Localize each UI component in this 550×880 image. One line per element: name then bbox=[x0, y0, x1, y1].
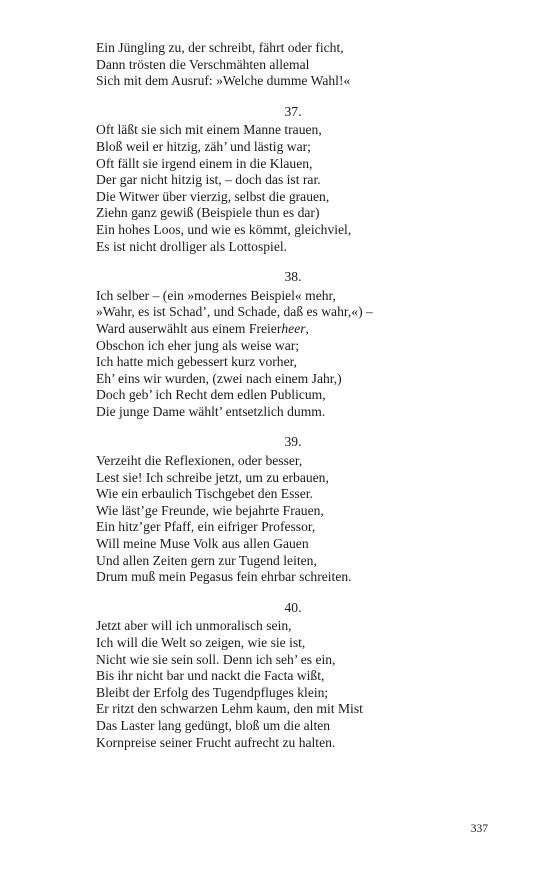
stanza-number: 37. bbox=[284, 103, 302, 119]
verse-line: Die Witwer über vierzig, selbst die grauen, bbox=[96, 188, 330, 204]
verse-line: Ziehn ganz gewiß (Beispiele thun es dar) bbox=[96, 205, 320, 221]
verse-line: Bloß weil er hitzig, zäh’ und lästig war; bbox=[96, 138, 311, 154]
verse-line: Drum muß mein Pegasus fein ehrbar schreiten. bbox=[96, 569, 352, 585]
verse-line: Ward auserwählt aus einem Freierheer, bbox=[96, 320, 309, 336]
verse-line: Er ritzt den schwarzen Lehm kaum, den mit Mist bbox=[96, 701, 363, 717]
verse-line: Dann trösten die Verschmähten allemal bbox=[96, 56, 310, 72]
verse-line: Die junge Dame wählt’ entsetzlich dumm. bbox=[96, 403, 326, 419]
page-number: 337 bbox=[470, 823, 488, 835]
verse-line: »Wahr, es ist Schad’, und Schade, daß es wahr,«) – bbox=[96, 304, 373, 320]
verse-line: Es ist nicht drolliger als Lottospiel. bbox=[96, 238, 288, 254]
stanza-number: 40. bbox=[284, 599, 302, 615]
verse-line-text: Ward auserwählt aus einem Freier bbox=[96, 320, 282, 336]
stanza-number: 39. bbox=[284, 434, 302, 450]
verse-line: Das Laster lang gedüngt, bloß um die alten bbox=[96, 717, 331, 733]
verse-line: Lest sie! Ich schreibe jetzt, um zu erbauen, bbox=[96, 469, 329, 485]
stanza-39 bbox=[96, 434, 516, 585]
verse-line: Eh’ eins wir wurden, (zwei nach einem Jahr,) bbox=[96, 370, 342, 386]
verse-line: Bleibt der Erfolg des Tugendpfluges klein; bbox=[96, 684, 329, 700]
poem-page bbox=[96, 40, 516, 751]
verse-line: Bis ihr nicht bar und nackt die Facta wißt, bbox=[96, 668, 325, 684]
stanza-fragment bbox=[96, 40, 516, 90]
verse-line: Wie ein erbaulich Tischgebet den Esser. bbox=[96, 486, 313, 502]
italic-word: heer bbox=[281, 320, 306, 336]
verse-line: Jetzt aber will ich unmoralisch sein, bbox=[96, 618, 292, 634]
verse-line: Will meine Muse Volk aus allen Gauen bbox=[96, 536, 309, 552]
stanza-38 bbox=[96, 269, 516, 420]
stanza-number: 38. bbox=[284, 269, 302, 285]
verse-line: Ich will die Welt so zeigen, wie sie ist, bbox=[96, 635, 306, 650]
verse-line: Oft fällt sie irgend einem in die Klauen, bbox=[96, 155, 313, 171]
verse-line: Ein hohes Loos, und wie es kömmt, gleichviel, bbox=[96, 221, 352, 237]
stanza-37 bbox=[96, 104, 516, 255]
verse-line: Ich selber – (ein »modernes Beispiel« mehr, bbox=[96, 287, 336, 303]
verse-line: Und allen Zeiten gern zur Tugend leiten, bbox=[96, 552, 317, 568]
verse-line: Verzeiht die Reflexionen, oder besser, bbox=[96, 453, 303, 469]
verse-line: Oft läßt sie sich mit einem Manne trauen, bbox=[96, 122, 322, 138]
verse-line: Nicht wie sie sein soll. Denn ich seh’ es ein, bbox=[96, 651, 336, 667]
verse-line: Der gar nicht hitzig ist, – doch das ist rar. bbox=[96, 172, 321, 188]
stanza-40 bbox=[96, 600, 516, 751]
verse-line: Sich mit dem Ausruf: »Welche dumme Wahl!« bbox=[96, 73, 351, 89]
verse-line: Kornpreise seiner Frucht aufrecht zu halten. bbox=[96, 734, 336, 750]
verse-line: Ein hitz’ger Pfaff, ein eifriger Professor, bbox=[96, 519, 316, 535]
verse-line: Ein Jüngling zu, der schreibt, fährt oder ficht, bbox=[96, 40, 344, 55]
verse-line: Obschon ich eher jung als weise war; bbox=[96, 337, 300, 353]
verse-line: Ich hatte mich gebessert kurz vorher, bbox=[96, 354, 298, 370]
verse-line: Doch geb’ ich Recht dem edlen Publicum, bbox=[96, 387, 326, 403]
verse-line: Wie läst’ge Freunde, wie bejahrte Frauen, bbox=[96, 502, 324, 518]
